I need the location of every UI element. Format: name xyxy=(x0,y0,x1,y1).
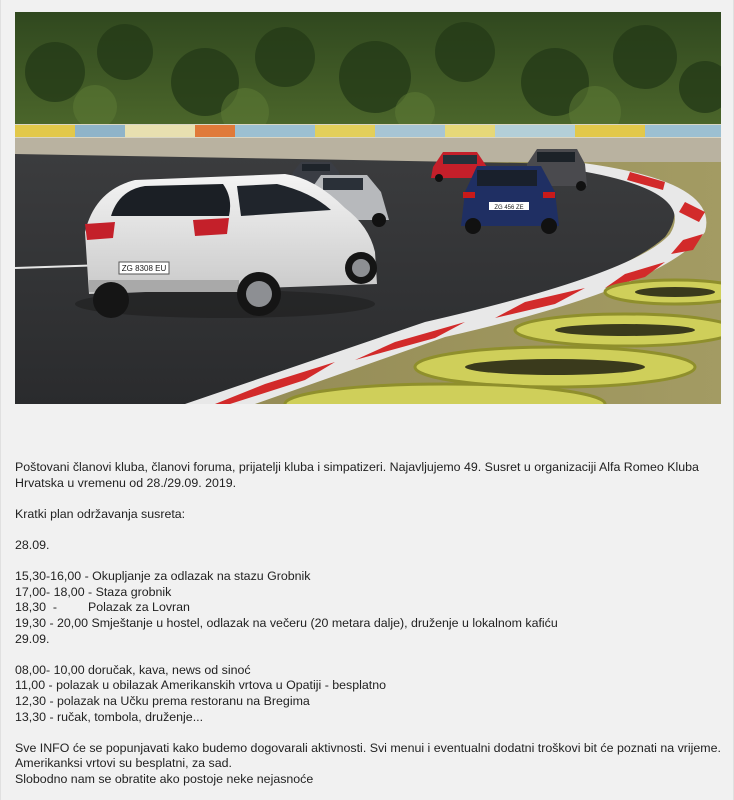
day2-date: 29.09. xyxy=(15,631,50,646)
intro-paragraph: Poštovani članovi kluba, članovi foruma, prijatelji kluba i simpatizeri. Najavljujemo 49. Susret u organizaciji Alfa Romeo Kluba Hrvatska u vremenu od 28./29.09. 2019. xyxy=(15,460,703,490)
article-body xyxy=(15,460,724,787)
schedule-item: 15,30-16,00 - Okupljanje za odlazak na stazu Grobnik xyxy=(15,569,311,584)
schedule-item: 11,00 - polazak u obilazak Amerikanskih vrtova u Opatiji - besplatno xyxy=(15,678,386,693)
schedule-item: 13,30 - ručak, tombola, druženje... xyxy=(15,709,204,724)
info-paragraph: Sve INFO će se popunjavati kako budemo dogovarali aktivnosti. Svi menui i eventualni dodatni troškovi bit će poznati na vrijeme. Amerikanksi vrtovi su besplatni, za sad. xyxy=(15,740,724,771)
schedule-item: 17,00- 18,00 - Staza grobnik xyxy=(15,584,172,599)
day1-date: 28.09. xyxy=(15,537,50,552)
plan-heading: Kratki plan održavanja susreta: xyxy=(15,506,186,521)
event-photo xyxy=(15,12,721,404)
schedule-item: 12,30 - polazak na Učku prema restoranu na Bregima xyxy=(15,693,310,708)
schedule-item: 19,30 - 20,00 Smještanje u hostel, odlazak na večeru (20 metara dalje), druženje u lokalnom kafiću xyxy=(15,615,558,630)
white-car-plate: ZG 8308 EU xyxy=(121,264,167,273)
schedule-item: 18,30 - Polazak za Lovran xyxy=(15,600,190,615)
contact-line: Slobodno nam se obratite ako postoje neke nejasnoće xyxy=(15,771,314,786)
blue-car-plate: ZG 456 ZE xyxy=(494,205,524,211)
schedule-item: 08,00- 10,00 doručak, kava, news od sinoć xyxy=(15,662,251,677)
